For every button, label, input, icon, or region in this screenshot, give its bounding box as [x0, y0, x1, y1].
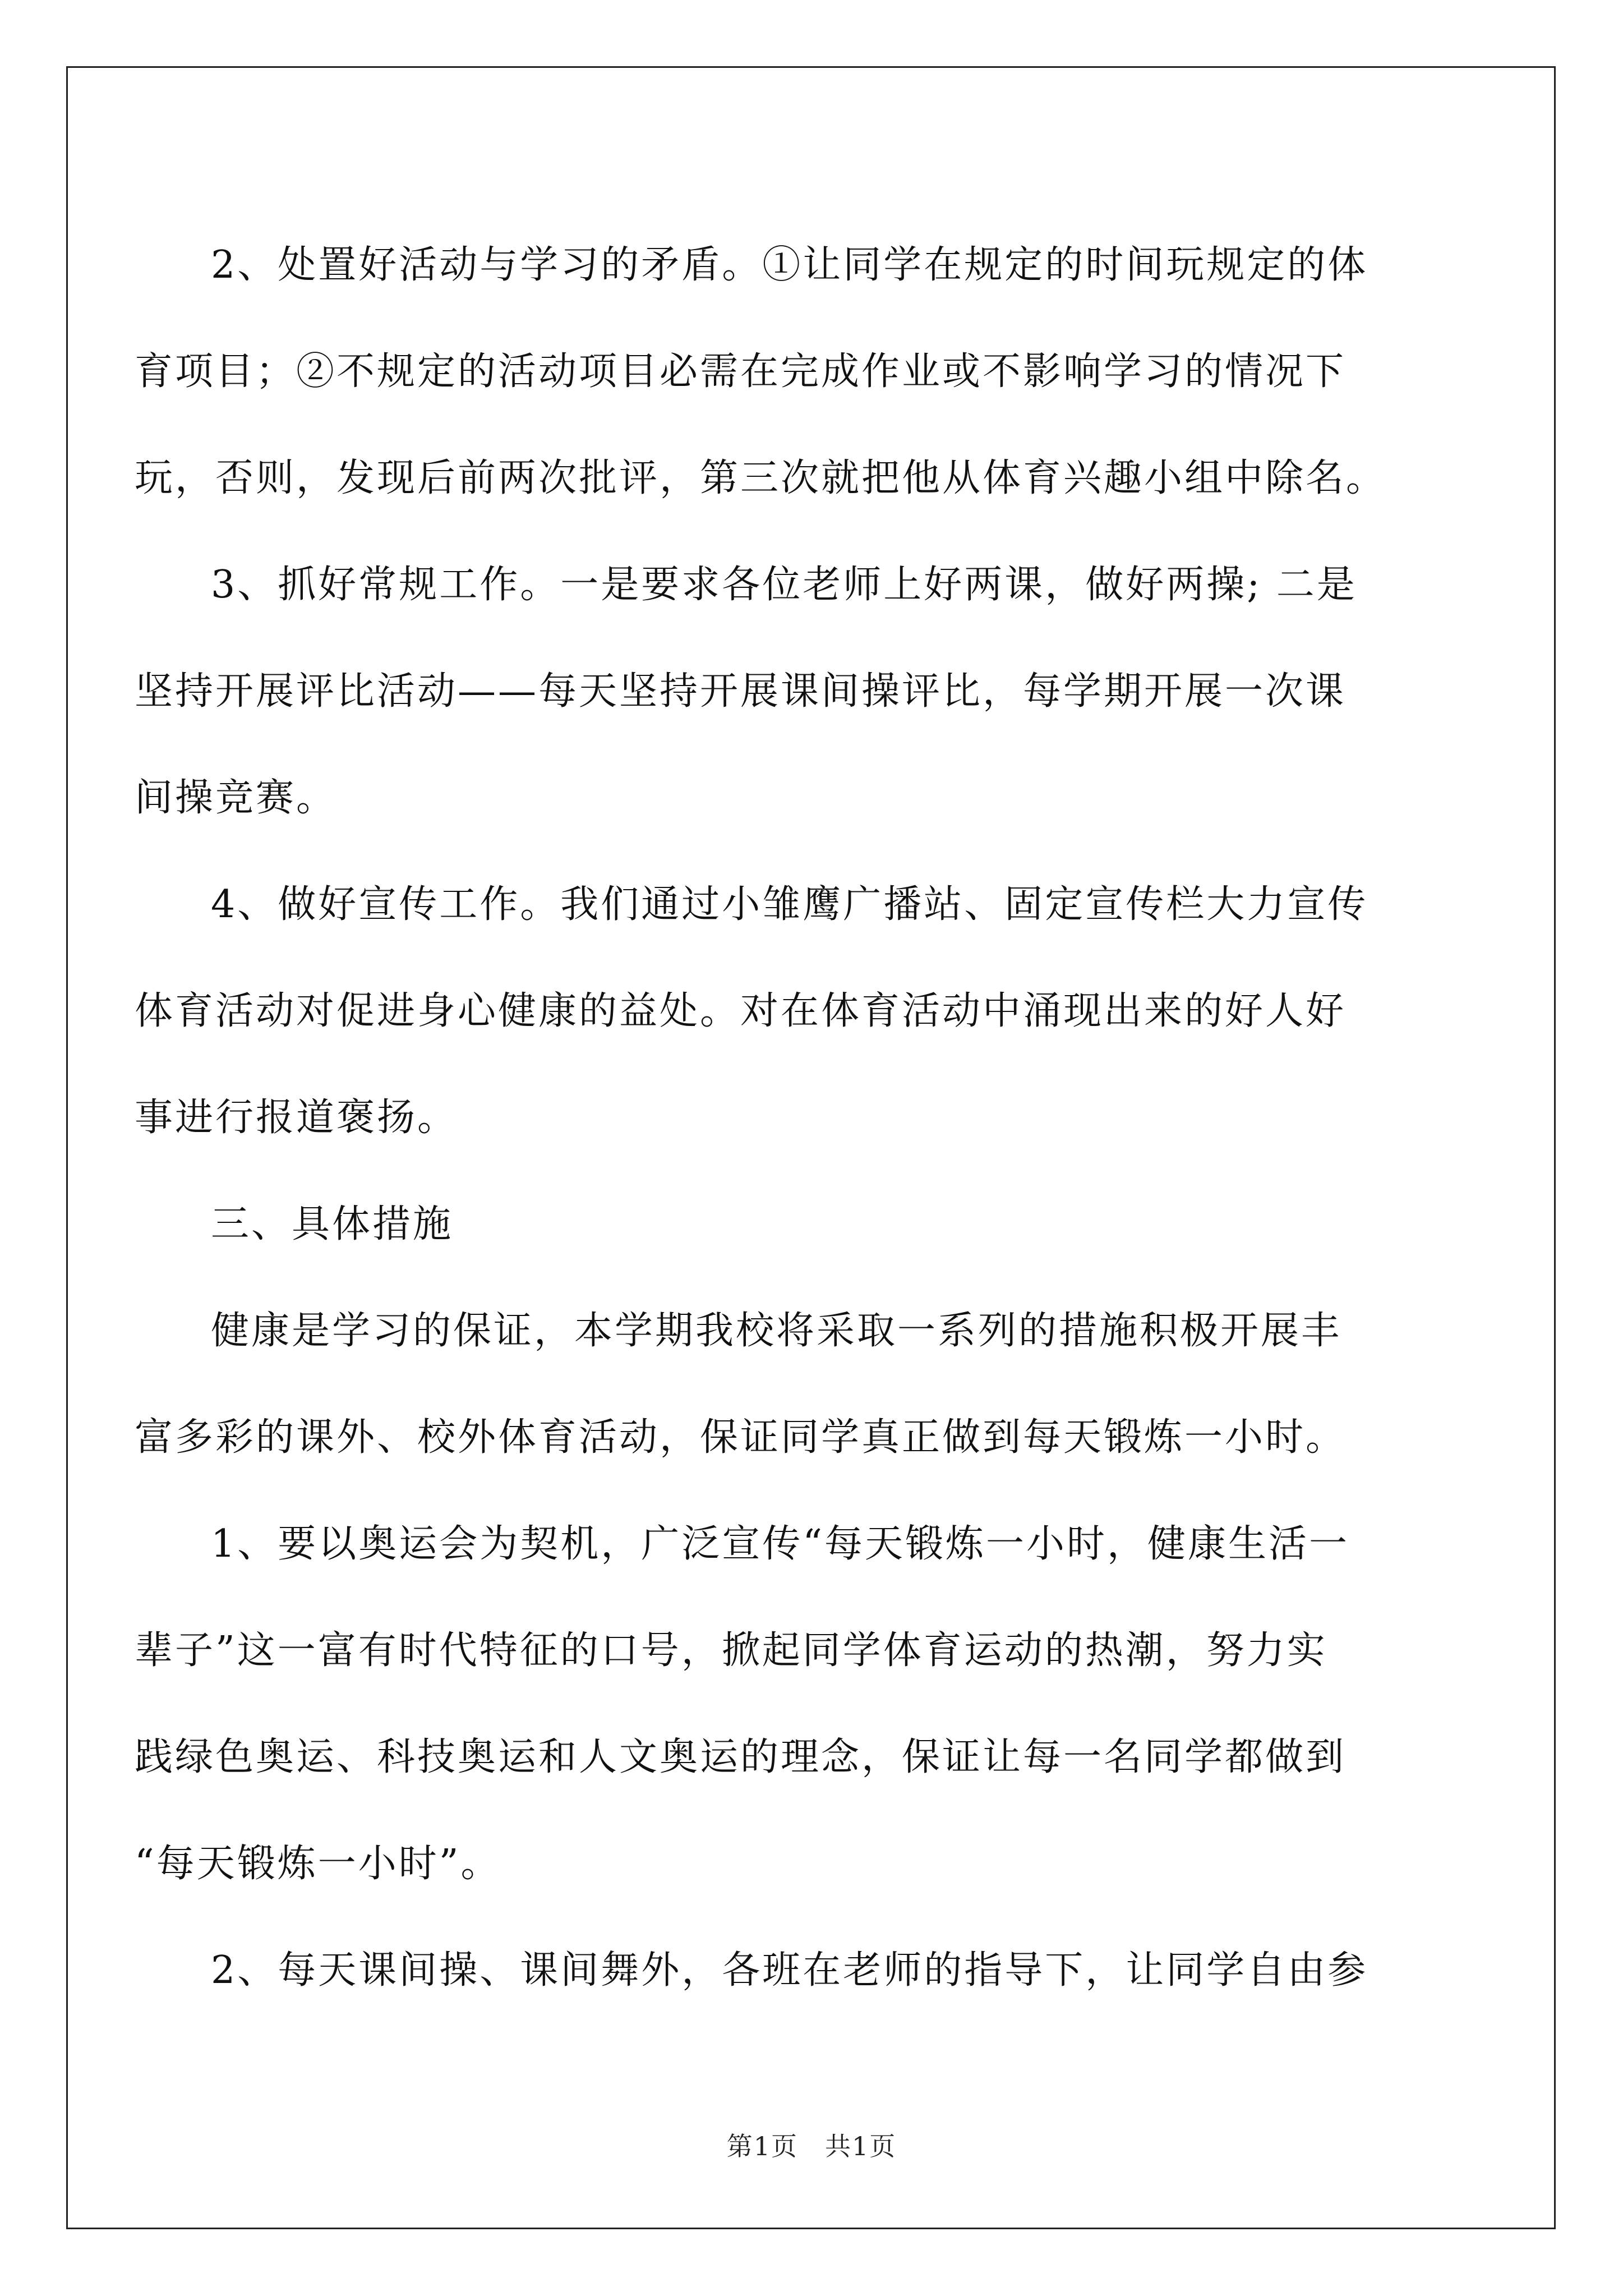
text-line: 3、抓好常规工作。一是要求各位老师上好两课，做好两操; 二是: [211, 563, 1357, 607]
text-line: 间操竞赛。: [135, 776, 337, 820]
paragraph-publicity: [135, 852, 1481, 1171]
text-line: 玩，否则，发现后前两次批评，第三次就把他从体育兴趣小组中除名。: [135, 456, 1387, 500]
text-line: 1、要以奥运会为契机，广泛宣传“每天锻炼一小时，健康生活一: [211, 1522, 1350, 1566]
text-line: 2、处置好活动与学习的矛盾。①让同学在规定的时间玩规定的体: [211, 243, 1368, 287]
text-line: 事进行报道褒扬。: [135, 1096, 458, 1140]
text-line: 践绿色奥运、科技奥运和人文奥运的理念，保证让每一名同学都做到: [135, 1735, 1347, 1779]
text-line: 4、做好宣传工作。我们通过小雏鹰广播站、固定宣传栏大力宣传: [211, 882, 1368, 927]
text-line: 辈子”这一富有时代特征的口号，掀起同学体育运动的热潮，努力实: [135, 1628, 1327, 1673]
text-line: 育项目；②不规定的活动项目必需在完成作业或不影响学习的情况下: [135, 349, 1347, 394]
paragraph-routine-work: [135, 532, 1481, 852]
paragraph-activity-study: [135, 212, 1481, 532]
text-line: 坚持开展评比活动——每天坚持开展课间操评比，每学期开展一次课: [135, 669, 1347, 714]
paragraph-daily-exercise: [135, 1917, 1481, 2024]
paragraph-health-intro: [135, 1278, 1481, 1491]
section-heading-measures: [135, 1171, 1481, 1278]
text-line: 体育活动对促进身心健康的益处。对在体育活动中涌现出来的好人好: [135, 989, 1347, 1033]
text-line: 2、每天课间操、课间舞外，各班在老师的指导下，让同学自由参: [211, 1948, 1368, 1993]
section-heading: 三、具体措施: [211, 1202, 454, 1246]
text-line: 富多彩的课外、校外体育活动，保证同学真正做到每天锻炼一小时。: [135, 1415, 1347, 1460]
text-line: “每天锻炼一小时”。: [135, 1842, 501, 1886]
text-line: 健康是学习的保证，本学期我校将采取一系列的措施积极开展丰: [211, 1309, 1342, 1353]
page-number-footer: 第1页 共1页: [726, 2131, 897, 2161]
paragraph-olympics: [135, 1491, 1481, 1917]
document-body: [135, 212, 1481, 2024]
